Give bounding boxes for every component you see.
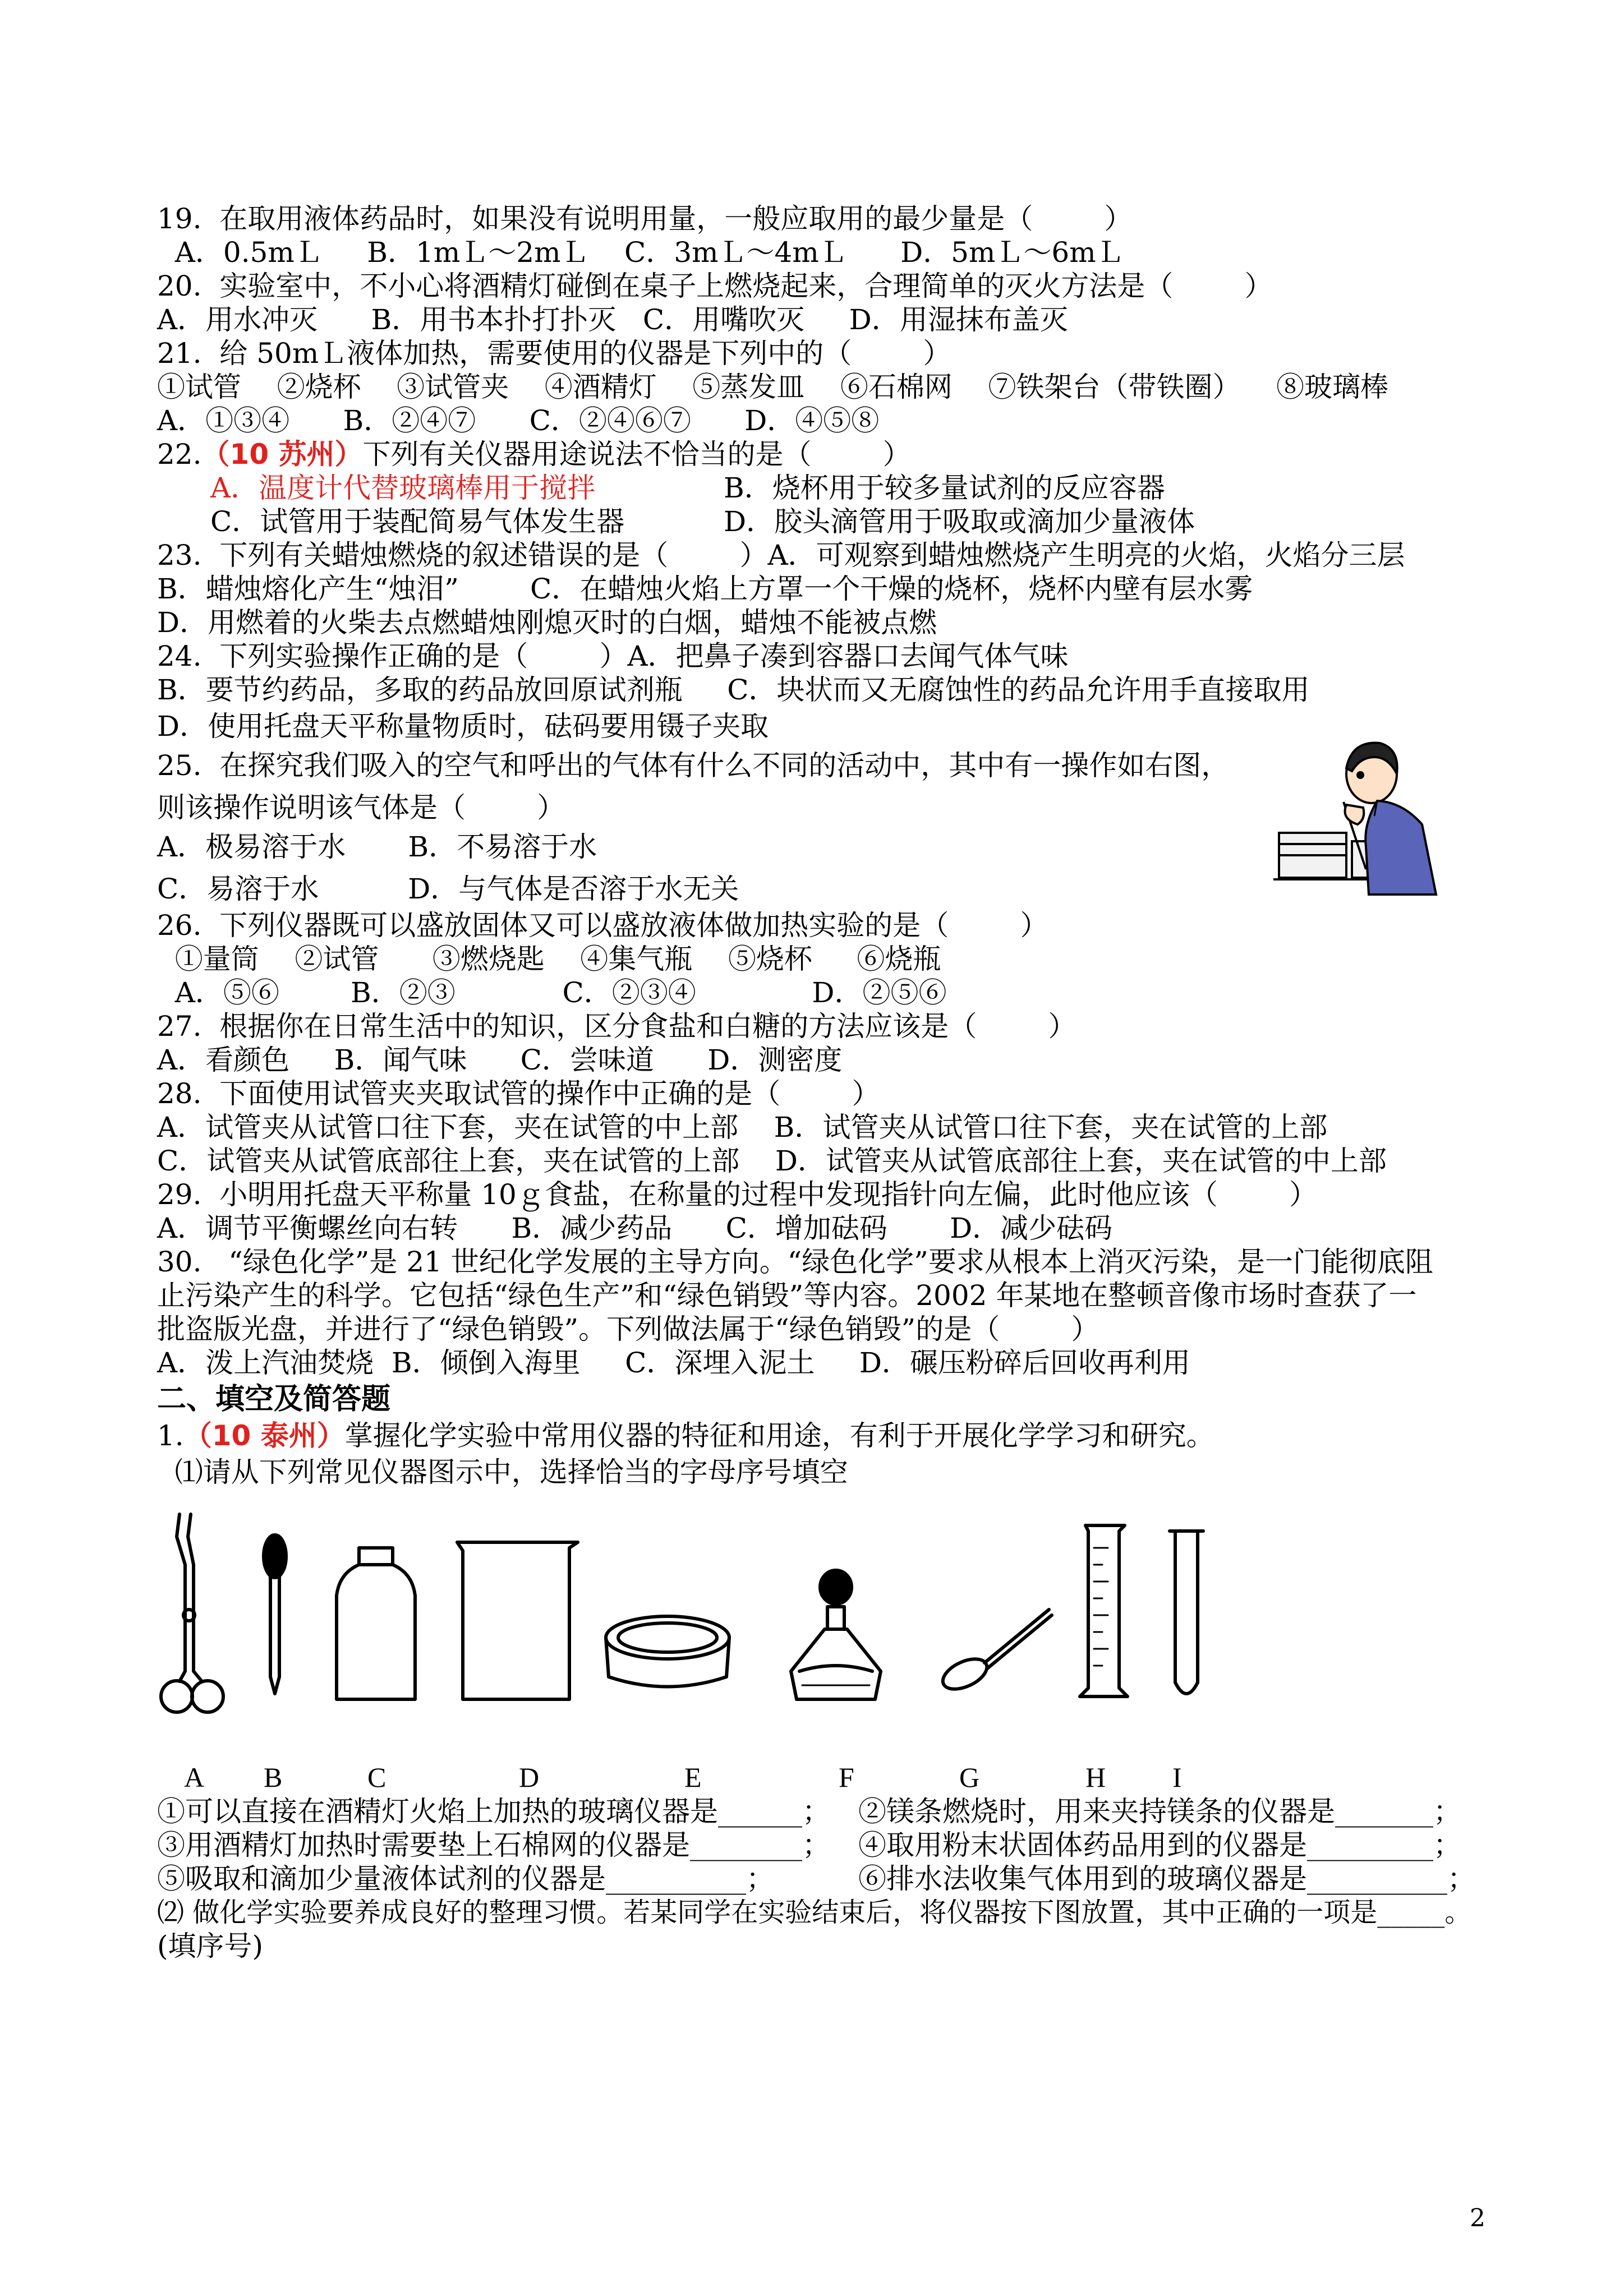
medicine-spoon-icon xyxy=(938,1610,1052,1695)
q22-option-a: A．温度计代替玻璃棒用于搅拌 xyxy=(210,472,596,504)
q28-options-ab: A．试管夹从试管口往下套，夹在试管的中上部 B．试管夹从试管口往下套，夹在试管的上部 xyxy=(157,1111,1328,1144)
q21-items: ①试管 ②烧杯 ③试管夹 ④酒精灯 ⑤蒸发皿 ⑥石棉网 ⑦铁架台（带铁圈） ⑧玻璃棒 xyxy=(157,371,1389,403)
graduated-cylinder-icon xyxy=(1080,1525,1128,1696)
q19-options: A．0.5mＬ B．1mＬ～2mＬ C．3mＬ～4mＬ D．5mＬ～6mＬ xyxy=(157,236,1124,269)
figure-label-e: E xyxy=(684,1762,702,1793)
q27-options: A．看颜色 B．闻气味 C．尝味道 D．测密度 xyxy=(157,1044,843,1076)
q25-stem-2: 则该操作说明该气体是（ ） xyxy=(157,791,565,824)
evaporating-dish-icon xyxy=(606,1616,729,1687)
figure-label-c: C xyxy=(367,1762,387,1793)
crucible-tongs-icon xyxy=(161,1514,223,1712)
figure-label-a: A xyxy=(184,1762,205,1793)
q27-stem: 27. 根据你在日常生活中的知识，区分食盐和白糖的方法应该是（ ） xyxy=(157,1010,1076,1043)
fill-line-3-right: ⑥排水法收集气体用到的玻璃仪器是__________； xyxy=(858,1862,1475,1895)
q20-stem: 20. 实验室中，不小心将酒精灯碰倒在桌子上燃烧起来，合理简单的灭火方法是（ ） xyxy=(157,270,1273,302)
q22-source-tag: （10 苏州） xyxy=(201,438,363,471)
figure-label-d: D xyxy=(519,1762,540,1793)
q30-options: A．泼上汽油焚烧 B．倾倒入海里 C．深埋入泥土 D．碾压粉碎后回收再利用 xyxy=(157,1347,1190,1379)
q25-options-ab: A．极易溶于水 B．不易溶于水 xyxy=(157,831,597,863)
q22-number: 22. xyxy=(157,438,202,471)
q28-stem: 28. 下面使用试管夹夹取试管的操作中正确的是（ ） xyxy=(157,1077,880,1110)
q28-options-cd: C．试管夹从试管底部往上套，夹在试管的上部 D．试管夹从试管底部往上套，夹在试管的中上部 xyxy=(157,1145,1387,1177)
fill-line-1-left: ①可以直接在酒精灯火焰上加热的玻璃仪器是______； xyxy=(157,1795,830,1828)
q22-stem xyxy=(157,437,911,471)
fill-line-2-left: ③用酒精灯加热时需要垫上石棉网的仪器是________； xyxy=(157,1829,830,1861)
q23-option-d: D．用燃着的火柴去点燃蜡烛刚熄灭时的白烟，蜡烛不能被点燃 xyxy=(157,606,937,639)
q22-text: 下列有关仪器用途说法不恰当的是（ ） xyxy=(362,438,911,471)
s2-q1-source-tag: （10 泰州） xyxy=(183,1419,345,1452)
s2-q1-part1: ⑴请从下列常见仪器图示中，选择恰当的字母序号填空 xyxy=(157,1456,848,1488)
s2-q1-text: 掌握化学实验中常用仪器的特征和用途，有利于开展化学学习和研究。 xyxy=(344,1419,1214,1452)
q21-stem: 21. 给 50mＬ液体加热，需要使用的仪器是下列中的（ ） xyxy=(157,337,951,370)
s2-q1-number: 1. xyxy=(157,1419,184,1452)
q22-option-b: B．烧杯用于较多量试剂的反应容器 xyxy=(724,472,1165,504)
q29-options: A．调节平衡螺丝向右转 B．减少药品 C．增加砝码 D．减少砝码 xyxy=(157,1212,1113,1244)
figure-label-g: G xyxy=(959,1762,980,1793)
q24-options-bc: B．要节约药品，多取的药品放回原试剂瓶 C．块状而又无腐蚀性的药品允许用手直接取用 xyxy=(157,674,1310,706)
instrument-figure xyxy=(151,1503,1273,1739)
q30-stem: 30. “绿色化学”是 21 世纪化学发展的主导方向。“绿色化学”要求从根本上消灭污染，是一门能彻底阻 xyxy=(157,1246,1433,1278)
fill-line-3-left: ⑤吸取和滴加少量液体试剂的仪器是__________； xyxy=(157,1862,774,1895)
q26-options: A．⑤⑥ B．②③ C．②③④ D．②⑤⑥ xyxy=(157,976,947,1009)
q26-items: ①量筒 ②试管 ③燃烧匙 ④集气瓶 ⑤烧杯 ⑥烧瓶 xyxy=(157,943,941,975)
test-tube-icon xyxy=(1170,1531,1203,1694)
q30-stem-2: 止污染产生的科学。它包括“绿色生产”和“绿色销毁”等内容。2002 年某地在整顿音像市场时查获了一 xyxy=(157,1279,1417,1312)
alcohol-lamp-icon xyxy=(791,1570,881,1699)
section-2-heading: 二、填空及简答题 xyxy=(157,1382,391,1416)
q25-illustration xyxy=(1268,735,1453,897)
q25-stem: 25. 在探究我们吸入的空气和呼出的气体有什么不同的活动中，其中有一操作如右图， xyxy=(157,749,1230,782)
figure-label-h: H xyxy=(1085,1762,1106,1793)
dropper-icon xyxy=(264,1535,286,1694)
q24-stem: 24. 下列实验操作正确的是（ ）A．把鼻子凑到容器口去闻气体气味 xyxy=(157,640,1069,672)
q22-option-c: C．试管用于装配简易气体发生器 xyxy=(210,505,625,538)
q26-stem: 26. 下列仪器既可以盛放固体又可以盛放液体做加热实验的是（ ） xyxy=(157,909,1048,942)
s2-q1-stem xyxy=(157,1419,1214,1453)
fill-line-2-right: ④取用粉末状固体药品用到的仪器是_________； xyxy=(858,1829,1461,1861)
q30-stem-3: 批盗版光盘，并进行了“绿色销毁”。下列做法属于“绿色销毁”的是（ ） xyxy=(157,1313,1099,1345)
q23-stem: 23. 下列有关蜡烛燃烧的叙述错误的是（ ）A．可观察到蜡烛燃烧产生明亮的火焰，火焰分三层 xyxy=(157,539,1405,571)
figure-label-f: F xyxy=(839,1762,854,1793)
q22-option-d: D．胶头滴管用于吸取或滴加少量液体 xyxy=(724,505,1195,538)
fill-line-1-right: ②镁条燃烧时，用来夹持镁条的仪器是_______； xyxy=(858,1795,1461,1828)
q23-options-bc: B．蜡烛熔化产生“烛泪” C．在蜡烛火焰上方罩一个干燥的烧杯，烧杯内壁有层水雾 xyxy=(157,573,1253,605)
s2-q1-part2: ⑵ 做化学实验要养成良好的整理习惯。若某同学在实验结束后，将仪器按下图放置，其中正确的一项是_____。 xyxy=(157,1897,1472,1928)
page-number: 2 xyxy=(1470,2204,1485,2233)
q29-stem: 29. 小明用托盘天平称量 10ｇ食盐，在称量的过程中发现指针向左偏，此时他应该（ ） xyxy=(157,1178,1317,1211)
wide-mouth-bottle-icon xyxy=(337,1548,415,1699)
q21-options: A．①③④ B．②④⑦ C．②④⑥⑦ D．④⑤⑧ xyxy=(157,404,880,437)
q24-option-d: D．使用托盘天平称量物质时，砝码要用镊子夹取 xyxy=(157,710,769,743)
q20-options: A．用水冲灭 B．用书本扑打扑灭 C．用嘴吹灭 D．用湿抹布盖灭 xyxy=(157,303,1068,336)
q25-options-cd: C．易溶于水 D．与气体是否溶于水无关 xyxy=(157,873,739,905)
beaker-icon xyxy=(457,1542,578,1699)
s2-q1-part2-note: (填序号) xyxy=(157,1930,264,1962)
figure-label-b: B xyxy=(264,1762,283,1793)
figure-label-i: I xyxy=(1172,1762,1182,1793)
q19-stem: 19. 在取用液体药品时，如果没有说明用量，一般应取用的最少量是（ ） xyxy=(157,202,1133,235)
